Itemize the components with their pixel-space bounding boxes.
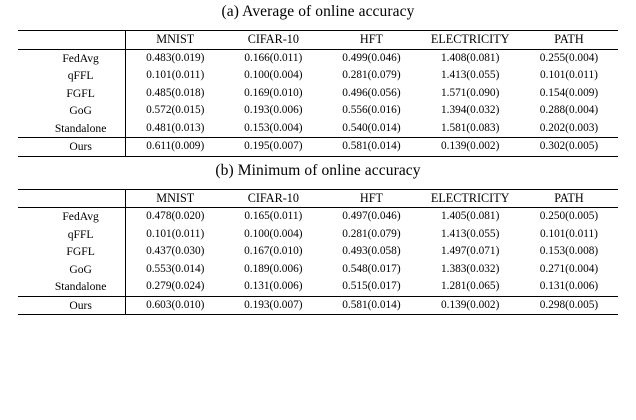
table-row	[18, 278, 618, 296]
table-a-ours-cifar10: 0.195(0.007)	[224, 138, 322, 157]
table-a-row0-hft: 0.499(0.046)	[322, 49, 420, 67]
table-a-row2-label: FGFL	[66, 86, 95, 100]
table-b-row1-label: qFFL	[67, 227, 94, 241]
table-b-ours-path: 0.298(0.005)	[520, 296, 618, 315]
table-b-ours-hft: 0.581(0.014)	[322, 296, 420, 315]
table-a-row2-cifar10: 0.169(0.010)	[244, 86, 303, 99]
table-b-row1-mnist: 0.101(0.011)	[126, 226, 225, 244]
table-a-row3-label: GoG	[69, 104, 92, 117]
table-a-row1-hft: 0.281(0.079)	[342, 69, 401, 81]
table-b-header-mnist: MNIST	[126, 189, 225, 208]
table-b-ours-mnist: 0.603(0.010)	[126, 296, 225, 315]
table-a-row2-mnist: 0.485(0.018)	[126, 85, 225, 103]
table-a-row3-electricity: 1.394(0.032)	[440, 104, 500, 116]
table-b-caption: (b) Minimum of online accuracy	[215, 161, 421, 179]
table-a-header-electricity: ELECTRICITY	[420, 31, 519, 50]
table-a-row1-path: 0.101(0.011)	[539, 69, 598, 81]
table-a-row4-path: 0.202(0.003)	[539, 121, 599, 134]
table-row	[18, 208, 618, 226]
table-b-row4-mnist: 0.279(0.024)	[126, 278, 225, 296]
table-a-row2-hft: 0.496(0.056)	[342, 86, 401, 99]
table-b-row3-path: 0.271(0.004)	[539, 262, 599, 275]
table-b-header-row	[18, 189, 618, 208]
table-a-header-hft: HFT	[322, 31, 420, 50]
table-a-row0-mnist: 0.483(0.019)	[126, 49, 225, 67]
table-row	[18, 296, 618, 315]
table-a-row3-hft: 0.556(0.016)	[342, 104, 401, 116]
table-a-caption: (a) Average of online accuracy	[221, 3, 415, 20]
table-a-row4-hft: 0.540(0.014)	[342, 121, 401, 134]
table-a-row4-label: Standalone	[54, 121, 107, 135]
table-b-row4-electricity: 1.281(0.065)	[440, 280, 500, 292]
table-b-wrapper	[0, 189, 636, 316]
table-b-header-hft: HFT	[322, 189, 420, 208]
table-row	[18, 85, 618, 103]
table-a-ours-hft: 0.581(0.014)	[322, 138, 420, 157]
table-a-row4-electricity: 1.581(0.083)	[440, 121, 500, 134]
table-row	[18, 138, 618, 157]
table-a-row4-cifar10: 0.153(0.004)	[244, 121, 303, 134]
table-b-row1-cifar10: 0.100(0.004)	[244, 227, 303, 240]
table-a-row1-electricity: 1.413(0.055)	[440, 69, 500, 81]
table-a-row0-path: 0.255(0.004)	[520, 49, 618, 67]
table-a-wrapper	[0, 30, 636, 157]
table-b-row1-electricity: 1.413(0.055)	[440, 227, 500, 240]
table-a-row0-electricity: 1.408(0.081)	[420, 49, 519, 67]
table-b-row0-path: 0.250(0.005)	[520, 208, 618, 226]
table-b-row4-hft: 0.515(0.017)	[342, 280, 401, 292]
table-a-row4-mnist: 0.481(0.013)	[126, 120, 225, 138]
table-a-row2-electricity: 1.571(0.090)	[440, 86, 500, 99]
table-b-row4-path: 0.131(0.006)	[539, 280, 599, 292]
table-a-row3-cifar10: 0.193(0.006)	[244, 104, 303, 116]
table-a	[18, 30, 618, 157]
table-b-header-path: PATH	[520, 189, 618, 208]
table-b-row2-cifar10: 0.167(0.010)	[244, 245, 303, 257]
table-a-row3-mnist: 0.572(0.015)	[126, 102, 225, 120]
table-a-header-blank	[18, 31, 126, 50]
table-a-header-row	[18, 31, 618, 50]
table-a-row1-cifar10: 0.100(0.004)	[244, 69, 303, 81]
table-b-row0-hft: 0.497(0.046)	[322, 208, 420, 226]
table-b-ours-electricity: 0.139(0.002)	[420, 296, 519, 315]
table-b-ours-label: Ours	[18, 296, 126, 315]
table-row	[18, 67, 618, 85]
table-b-header-cifar10: CIFAR-10	[224, 189, 322, 208]
table-a-row2-path: 0.154(0.009)	[539, 86, 599, 99]
table-row	[18, 226, 618, 244]
table-b-row2-hft: 0.493(0.058)	[342, 245, 401, 257]
table-a-row1-label: qFFL	[67, 69, 94, 82]
table-b-row1-path: 0.101(0.011)	[539, 227, 598, 240]
table-b-row3-hft: 0.548(0.017)	[342, 262, 401, 275]
table-b-row2-electricity: 1.497(0.071)	[440, 245, 500, 257]
table-b-row2-mnist: 0.437(0.030)	[126, 243, 225, 261]
table-a-row1-mnist: 0.101(0.011)	[126, 67, 225, 85]
table-b-row0-cifar10: 0.165(0.011)	[224, 208, 322, 226]
table-a-row0-cifar10: 0.166(0.011)	[224, 49, 322, 67]
table-b-row0-electricity: 1.405(0.081)	[420, 208, 519, 226]
table-row	[18, 120, 618, 138]
table-b-row3-electricity: 1.383(0.032)	[440, 262, 500, 275]
table-b-header-blank	[18, 189, 126, 208]
table-b-row1-hft: 0.281(0.079)	[342, 227, 401, 240]
table-a-header-cifar10: CIFAR-10	[224, 31, 322, 50]
table-row	[18, 261, 618, 279]
table-b-row3-label: GoG	[69, 262, 92, 276]
table-a-ours-label: Ours	[18, 138, 126, 157]
table-row	[18, 49, 618, 67]
table-b-header-electricity: ELECTRICITY	[420, 189, 519, 208]
table-b-row0-label: FedAvg	[18, 208, 126, 226]
table-b-row0-mnist: 0.478(0.020)	[126, 208, 225, 226]
table-b-row2-label: FGFL	[66, 245, 95, 258]
table-row	[18, 243, 618, 261]
table-row	[18, 102, 618, 120]
table-a-ours-electricity: 0.139(0.002)	[420, 138, 519, 157]
table-a-header-mnist: MNIST	[126, 31, 225, 50]
table-a-header-path: PATH	[520, 31, 618, 50]
table-a-row0-label: FedAvg	[18, 49, 126, 67]
table-b	[18, 189, 618, 316]
table-b-row4-cifar10: 0.131(0.006)	[244, 280, 303, 292]
table-a-ours-path: 0.302(0.005)	[520, 138, 618, 157]
table-a-row3-path: 0.288(0.004)	[539, 104, 599, 116]
table-b-row3-mnist: 0.553(0.014)	[126, 261, 225, 279]
table-b-row2-path: 0.153(0.008)	[539, 245, 599, 257]
table-a-ours-mnist: 0.611(0.009)	[126, 138, 225, 157]
table-b-row3-cifar10: 0.189(0.006)	[244, 262, 303, 275]
table-b-ours-cifar10: 0.193(0.007)	[224, 296, 322, 315]
table-b-row4-label: Standalone	[54, 280, 107, 293]
